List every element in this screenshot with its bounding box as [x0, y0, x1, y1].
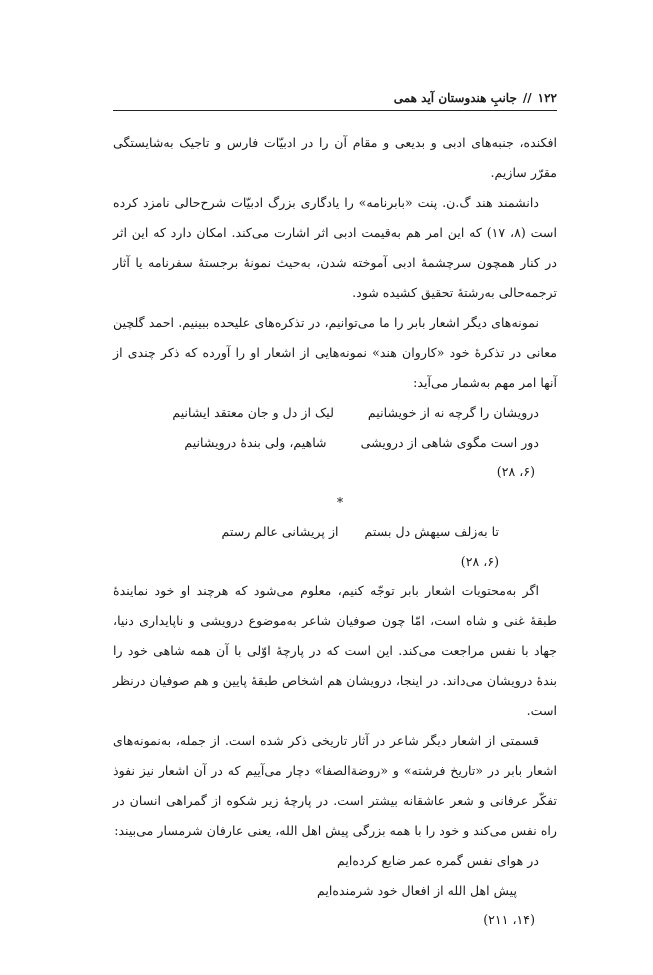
hemistich: تا به‌زلف سیهش دل بستم	[364, 524, 499, 539]
hemistich: از پریشانی عالم رستم	[221, 524, 339, 539]
hemistich: درویشان را گرچه نه از خویشانیم	[367, 405, 539, 420]
verse-line-1: در هوای نفس گمره عمر ضایع کرده‌ایم	[337, 853, 539, 868]
citation: (۶، ۲۸)	[496, 464, 535, 479]
page-body	[113, 128, 557, 934]
running-header	[113, 86, 557, 111]
hemistich: شاهیم، ولی بندهٔ درویشانیم	[184, 435, 327, 450]
verse-couplet-1	[113, 398, 557, 428]
header-separator: //	[522, 91, 532, 105]
paragraph-3: نمونه‌های دیگر اشعار بابر را ما می‌توانیم، در تذکره‌های علیحده ببینیم. احمد گلچین معانی در تذکرهٔ خود «کاروان هند» نمونه‌هایی از اشعار او را آورده که ذکر چندی از آنها امر مهم به‌شمار می‌آید:	[113, 315, 557, 390]
paragraph-5: قسمتی از اشعار دیگر شاعر در آثار تاریخی ذکر شده است. از جمله، به‌نمونه‌های اشعار بابر در «تاریخ فرشته» و «روضة‌الصفا» دچار می‌آییم که در آن اشعار نیز نفوذ تفکّر عرفانی و شعر عاشقانه بیشتر است. در پارچهٔ زیر شکوه از گمراهی انسان در راه نفس می‌کند و خود را با همه بزرگی پیش اهل الله، یعنی عارفان شرمسار می‌بیند:	[113, 733, 557, 838]
verse-couplet-3	[113, 516, 557, 548]
page-number: ۱۲۲	[537, 91, 557, 105]
verse-couplet-2	[113, 428, 557, 458]
verse-line-2: پیش اهل الله از افعال خود شرمنده‌ایم	[316, 883, 517, 898]
hemistich: لیک از دل و جان معتقد ایشانیم	[172, 405, 334, 420]
citation: (۱۴، ۲۱۱)	[483, 912, 535, 927]
paragraph-4: اگر به‌محتویات اشعار بابر توجّه کنیم، معلوم می‌شود که هرچند او خود نمایندهٔ طبقهٔ غنی و شاه است، امّا چون صوفیان شاعر به‌موضوع درویشی و ناپایداری دنیا، جهاد با نفس مراجعت می‌کند. این است که در پارچهٔ اوّلی با آن همه شاهی خود را بندهٔ درویشان می‌داند. در اینجا، درویشان هم اشخاص طبقهٔ پایین و هم صوفیان درنظر است.	[113, 583, 557, 718]
section-star: *	[336, 495, 344, 510]
paragraph-1: افکنده، جنبه‌های ادبی و بدیعی و مقام آن را در ادبیّات فارس و تاجیک به‌شایستگی مقرّر سازیم.	[113, 135, 557, 180]
running-title: جانبِ هندوستان آید همی	[393, 91, 517, 105]
paragraph-2: دانشمند هند گ.ن. پنت «بابرنامه» را یادگاری بزرگ ادبیّات شرح‌حالی نامزد کرده است (۸، ۱۷) که این امر هم به‌قیمت ادبی اثر اشارت می‌کند. امکان دارد که این اثر در کنار همچون سرچشمهٔ ادبی آموخته شدن، به‌حیث نمونهٔ برجستهٔ سفرنامه یا آثار ترجمه‌حالی به‌رشتهٔ تحقیق کشیده شود.	[113, 195, 557, 300]
citation: (۶، ۲۸)	[460, 554, 499, 569]
hemistich: دور است مگوی شاهی از درویشی	[360, 435, 539, 450]
